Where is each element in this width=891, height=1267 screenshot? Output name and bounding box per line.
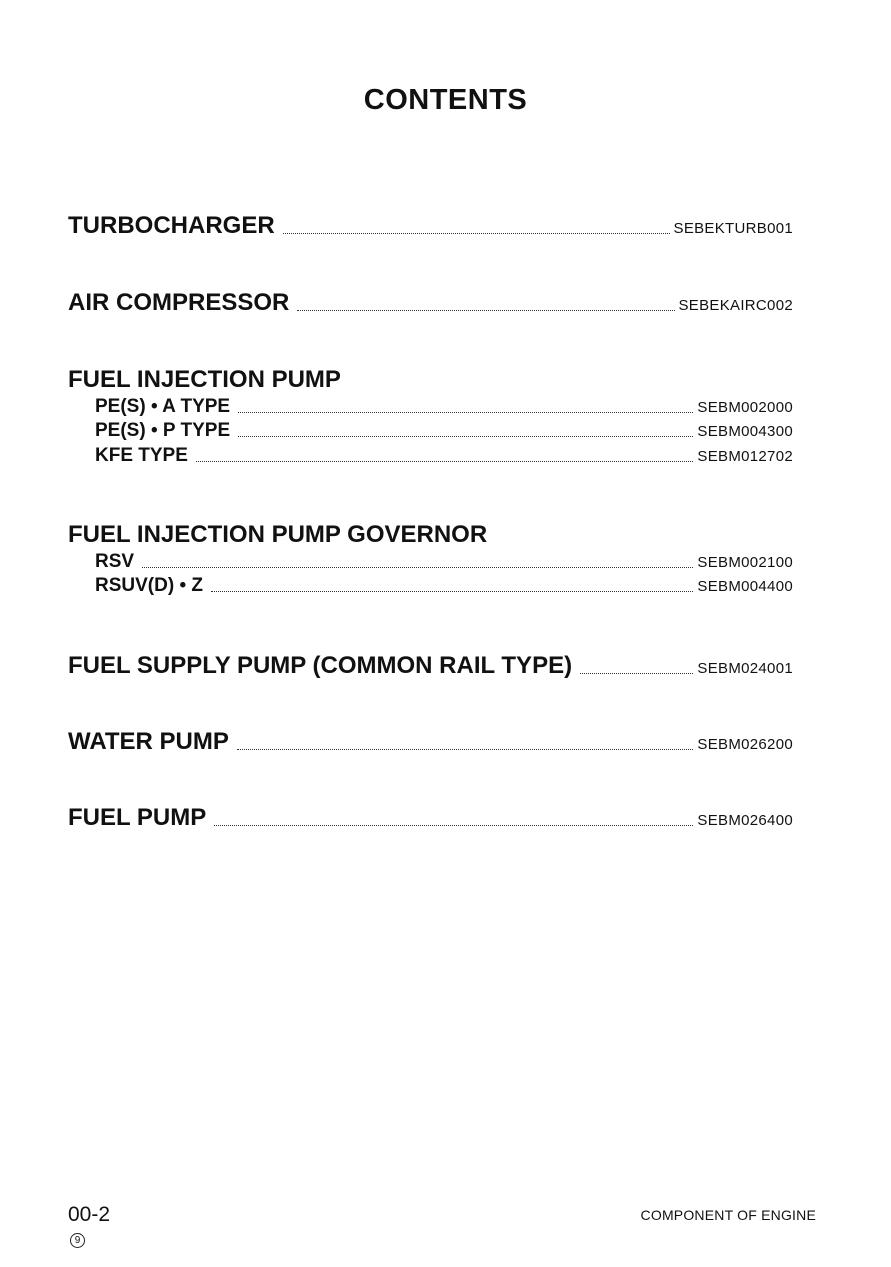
toc-entry-turbocharger bbox=[68, 212, 793, 240]
toc-entry-code: SEBM026200 bbox=[697, 736, 793, 753]
toc-entry-label: TURBOCHARGER bbox=[68, 212, 275, 239]
toc-heading-fuel-injection-pump: FUEL INJECTION PUMP bbox=[68, 366, 341, 393]
toc-entry-code: SEBM024001 bbox=[697, 660, 793, 677]
dot-leader bbox=[214, 825, 693, 826]
dot-leader bbox=[237, 749, 694, 750]
toc-entry-air-compressor bbox=[68, 289, 793, 317]
toc-subentry-rsv bbox=[95, 551, 793, 573]
dot-leader bbox=[211, 591, 693, 592]
toc-heading-fuel-injection-pump-governor: FUEL INJECTION PUMP GOVERNOR bbox=[68, 521, 488, 548]
revision-mark: 9 bbox=[70, 1233, 85, 1248]
toc-entry-code: SEBM004300 bbox=[697, 423, 793, 440]
toc-subentry-pes-p-type bbox=[95, 420, 793, 442]
toc-entry-label: RSV bbox=[95, 551, 135, 572]
toc-subentry-rsuv-d-z bbox=[95, 575, 793, 597]
page-title: CONTENTS bbox=[363, 84, 528, 116]
dot-leader bbox=[196, 461, 694, 462]
toc-entry-water-pump bbox=[68, 728, 793, 756]
toc-entry-label: KFE TYPE bbox=[95, 445, 188, 466]
toc-entry-code: SEBM012702 bbox=[697, 448, 793, 465]
toc-entry-label: PE(S) • P TYPE bbox=[95, 420, 231, 441]
toc-entry-code: SEBM026400 bbox=[697, 812, 793, 829]
toc-subentry-kfe-type bbox=[95, 445, 793, 467]
dot-leader bbox=[142, 567, 693, 568]
toc-entry-label: PE(S) • A TYPE bbox=[95, 396, 231, 417]
dot-leader bbox=[238, 412, 693, 413]
dot-leader bbox=[283, 233, 670, 234]
toc-entry-label: FUEL PUMP bbox=[68, 804, 207, 831]
toc-entry-label: AIR COMPRESSOR bbox=[68, 289, 290, 316]
toc-entry-code: SEBM002100 bbox=[697, 554, 793, 571]
dot-leader bbox=[580, 673, 693, 674]
toc-entry-fuel-pump bbox=[68, 804, 793, 832]
page-number: 00-2 bbox=[68, 1203, 111, 1226]
dot-leader bbox=[297, 310, 674, 311]
toc-entry-label: RSUV(D) • Z bbox=[95, 575, 203, 596]
toc-entry-code: SEBEKTURB001 bbox=[673, 220, 793, 237]
toc-entry-label: WATER PUMP bbox=[68, 728, 229, 755]
toc-entry-fuel-supply-pump bbox=[68, 652, 793, 680]
footer-document-title: COMPONENT OF ENGINE bbox=[640, 1207, 816, 1223]
toc-entry-label: FUEL SUPPLY PUMP (COMMON RAIL TYPE) bbox=[68, 652, 573, 679]
toc-entry-code: SEBM004400 bbox=[697, 578, 793, 595]
toc-entry-code: SEBM002000 bbox=[697, 399, 793, 416]
dot-leader bbox=[238, 436, 693, 437]
toc-subentry-pes-a-type bbox=[95, 396, 793, 418]
toc-entry-code: SEBEKAIRC002 bbox=[678, 297, 793, 314]
